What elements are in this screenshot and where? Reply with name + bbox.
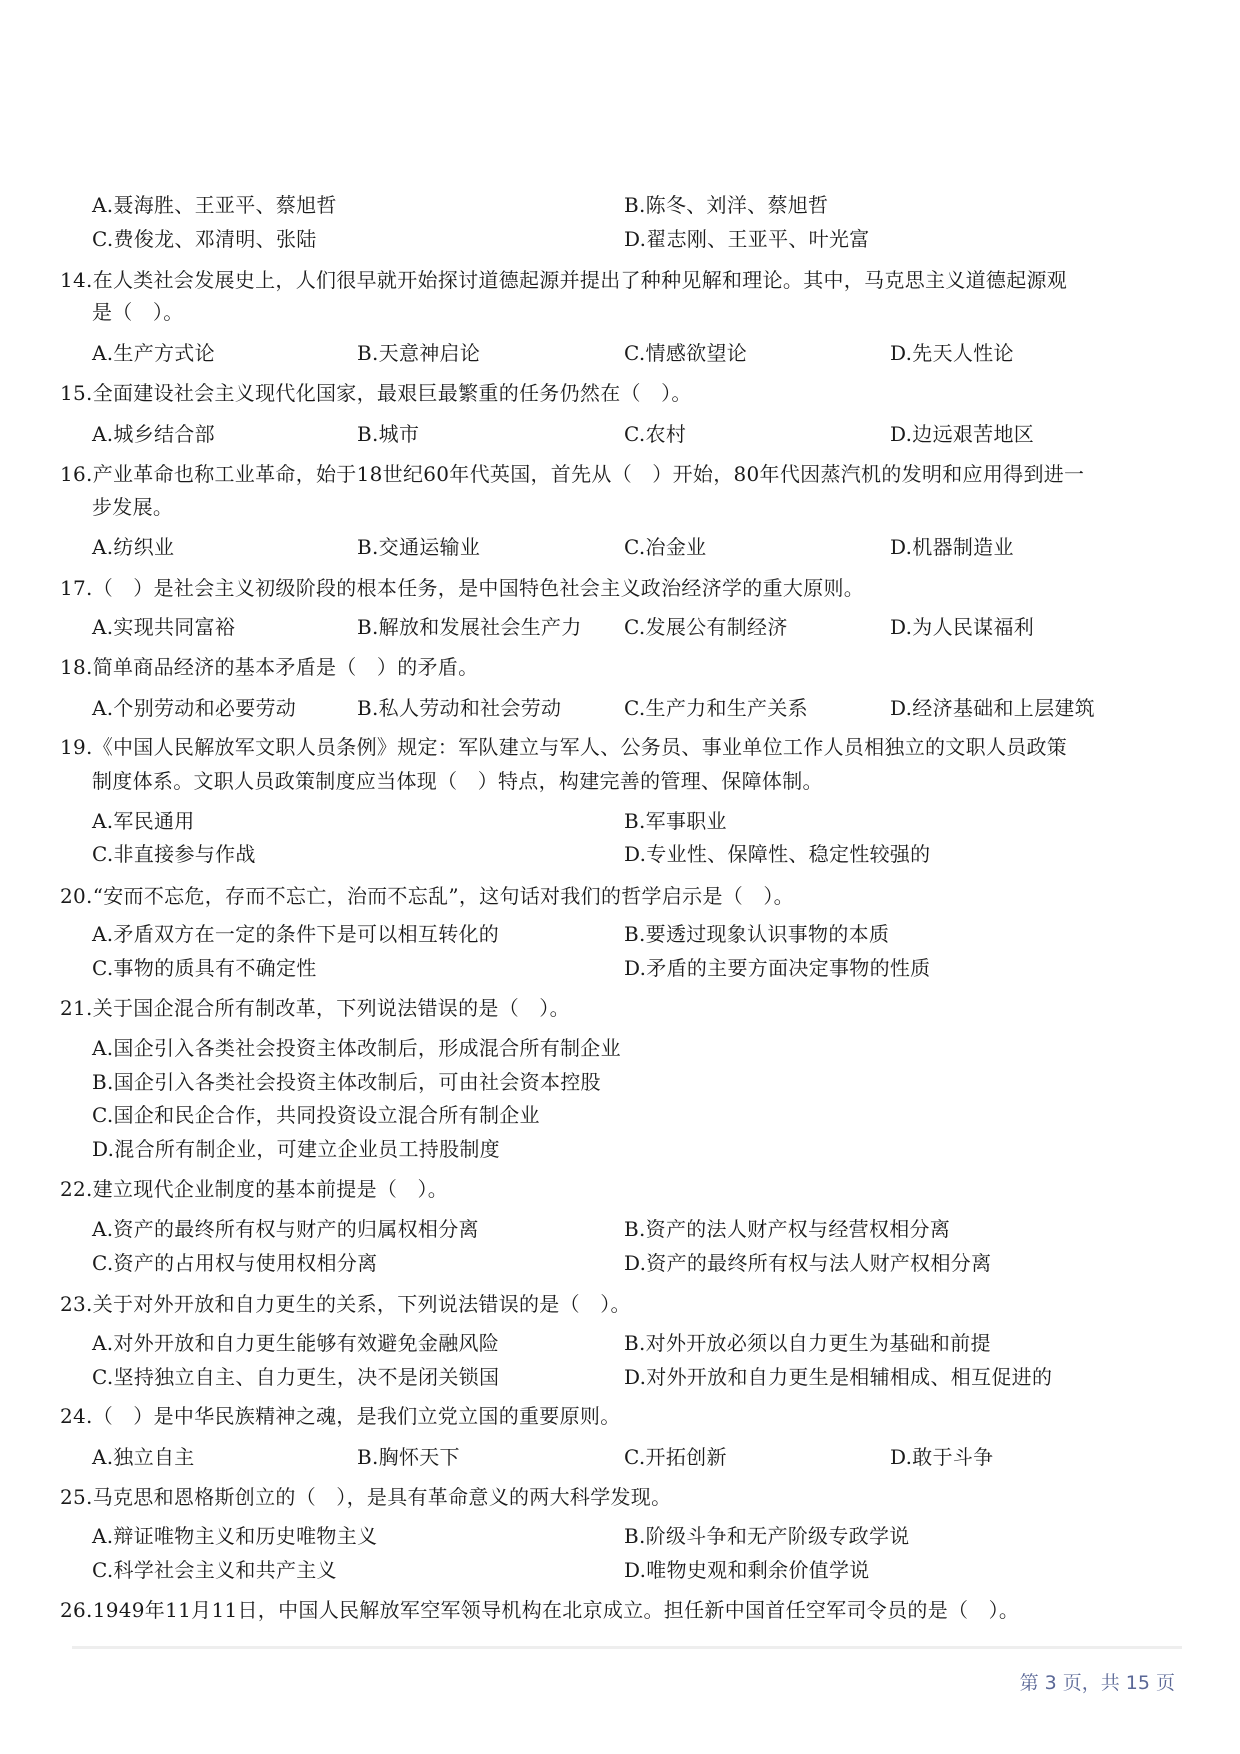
option-c: C.费俊龙、邓清明、张陆 — [92, 227, 317, 251]
option-b: B.国企引入各类社会投资主体改制后，可由社会资本控股 — [92, 1070, 601, 1094]
option-b: B.城市 — [357, 422, 420, 446]
option-c: C.非直接参与作战 — [92, 842, 256, 866]
option-d: D.机器制造业 — [890, 535, 1014, 559]
option-b: B.要透过现象认识事物的本质 — [624, 922, 890, 946]
option-a: A.资产的最终所有权与财产的归属权相分离 — [92, 1217, 479, 1241]
question-stem: 18.简单商品经济的基本矛盾是（ ）的矛盾。 — [60, 655, 479, 679]
option-b: B.胸怀天下 — [357, 1445, 460, 1469]
option-c: C.坚持独立自主、自力更生，决不是闭关锁国 — [92, 1365, 500, 1389]
question-stem: 步发展。 — [92, 495, 174, 519]
option-a: A.矛盾双方在一定的条件下是可以相互转化的 — [92, 922, 500, 946]
option-c: C.情感欲望论 — [624, 341, 748, 365]
footer-divider — [72, 1646, 1182, 1649]
option-a: A.实现共同富裕 — [92, 615, 236, 639]
question-stem: 24.（ ）是中华民族精神之魂，是我们立党立国的重要原则。 — [60, 1404, 621, 1428]
option-d: D.敢于斗争 — [890, 1445, 994, 1469]
option-b: B.资产的法人财产权与经营权相分离 — [624, 1217, 951, 1241]
option-c: C.生产力和生产关系 — [624, 696, 808, 720]
option-d: D.专业性、保障性、稳定性较强的 — [624, 842, 931, 866]
question-stem: 21.关于国企混合所有制改革，下列说法错误的是（ ）。 — [60, 996, 570, 1020]
option-c: C.开拓创新 — [624, 1445, 727, 1469]
question-stem: 16.产业革命也称工业革命，始于18世纪60年代英国，首先从（ ）开始，80年代因蒸汽机的发明和应用得到进一 — [60, 462, 1085, 486]
option-d: D.唯物史观和剩余价值学说 — [624, 1558, 870, 1582]
option-b: B.陈冬、刘洋、蔡旭哲 — [624, 193, 829, 217]
option-a: A.聂海胜、王亚平、蔡旭哲 — [92, 193, 337, 217]
option-a: A.国企引入各类社会投资主体改制后，形成混合所有制企业 — [92, 1036, 621, 1060]
option-c: C.科学社会主义和共产主义 — [92, 1558, 337, 1582]
option-c: C.发展公有制经济 — [624, 615, 788, 639]
option-c: C.国企和民企合作，共同投资设立混合所有制企业 — [92, 1103, 540, 1127]
question-stem: 14.在人类社会发展史上，人们很早就开始探讨道德起源并提出了种种见解和理论。其中，马克思主义道德起源观 — [60, 268, 1068, 292]
option-a: A.辩证唯物主义和历史唯物主义 — [92, 1524, 378, 1548]
option-d: D.经济基础和上层建筑 — [890, 696, 1095, 720]
option-a: A.对外开放和自力更生能够有效避免金融风险 — [92, 1331, 500, 1355]
page-number: 第 3 页，共 15 页 — [1019, 1672, 1175, 1694]
option-a: A.纺织业 — [92, 535, 175, 559]
option-b: B.私人劳动和社会劳动 — [357, 696, 562, 720]
question-stem: 23.关于对外开放和自力更生的关系，下列说法错误的是（ ）。 — [60, 1292, 631, 1316]
option-c: C.事物的质具有不确定性 — [92, 956, 317, 980]
question-stem: 25.马克思和恩格斯创立的（ ），是具有革命意义的两大科学发现。 — [60, 1485, 672, 1509]
option-d: D.矛盾的主要方面决定事物的性质 — [624, 956, 931, 980]
option-d: D.先天人性论 — [890, 341, 1014, 365]
question-stem: 是（ ）。 — [92, 300, 184, 324]
option-a: A.生产方式论 — [92, 341, 215, 365]
option-b: B.对外开放必须以自力更生为基础和前提 — [624, 1331, 991, 1355]
question-stem: 19.《中国人民解放军文职人员条例》规定：军队建立与军人、公务员、事业单位工作人员相独立的文职人员政策 — [60, 735, 1068, 759]
option-b: B.解放和发展社会生产力 — [357, 615, 582, 639]
option-a: A.个别劳动和必要劳动 — [92, 696, 297, 720]
option-c: C.农村 — [624, 422, 687, 446]
option-c: C.资产的占用权与使用权相分离 — [92, 1251, 378, 1275]
option-b: B.阶级斗争和无产阶级专政学说 — [624, 1524, 910, 1548]
question-stem: 22.建立现代企业制度的基本前提是（ ）。 — [60, 1177, 449, 1201]
option-d: D.混合所有制企业，可建立企业员工持股制度 — [92, 1137, 500, 1161]
question-stem: 15.全面建设社会主义现代化国家，最艰巨最繁重的任务仍然在（ ）。 — [60, 381, 692, 405]
option-d: D.为人民谋福利 — [890, 615, 1035, 639]
question-stem: 17.（ ）是社会主义初级阶段的根本任务，是中国特色社会主义政治经济学的重大原则。 — [60, 576, 865, 600]
option-a: A.城乡结合部 — [92, 422, 215, 446]
option-b: B.军事职业 — [624, 809, 727, 833]
option-c: C.冶金业 — [624, 535, 707, 559]
option-b: B.天意神启论 — [357, 341, 481, 365]
question-stem: 制度体系。文职人员政策制度应当体现（ ）特点，构建完善的管理、保障体制。 — [92, 769, 823, 793]
question-stem: 20.“安而不忘危，存而不忘亡，治而不忘乱”，这句话对我们的哲学启示是（ ）。 — [60, 884, 794, 908]
option-d: D.翟志刚、王亚平、叶光富 — [624, 227, 870, 251]
option-d: D.对外开放和自力更生是相辅相成、相互促进的 — [624, 1365, 1053, 1389]
option-d: D.资产的最终所有权与法人财产权相分离 — [624, 1251, 992, 1275]
option-a: A.独立自主 — [92, 1445, 195, 1469]
option-b: B.交通运输业 — [357, 535, 481, 559]
question-stem: 26.1949年11月11日，中国人民解放军空军领导机构在北京成立。担任新中国首任空军司令员的是（ ）。 — [60, 1598, 1020, 1622]
option-a: A.军民通用 — [92, 809, 195, 833]
option-d: D.边远艰苦地区 — [890, 422, 1035, 446]
